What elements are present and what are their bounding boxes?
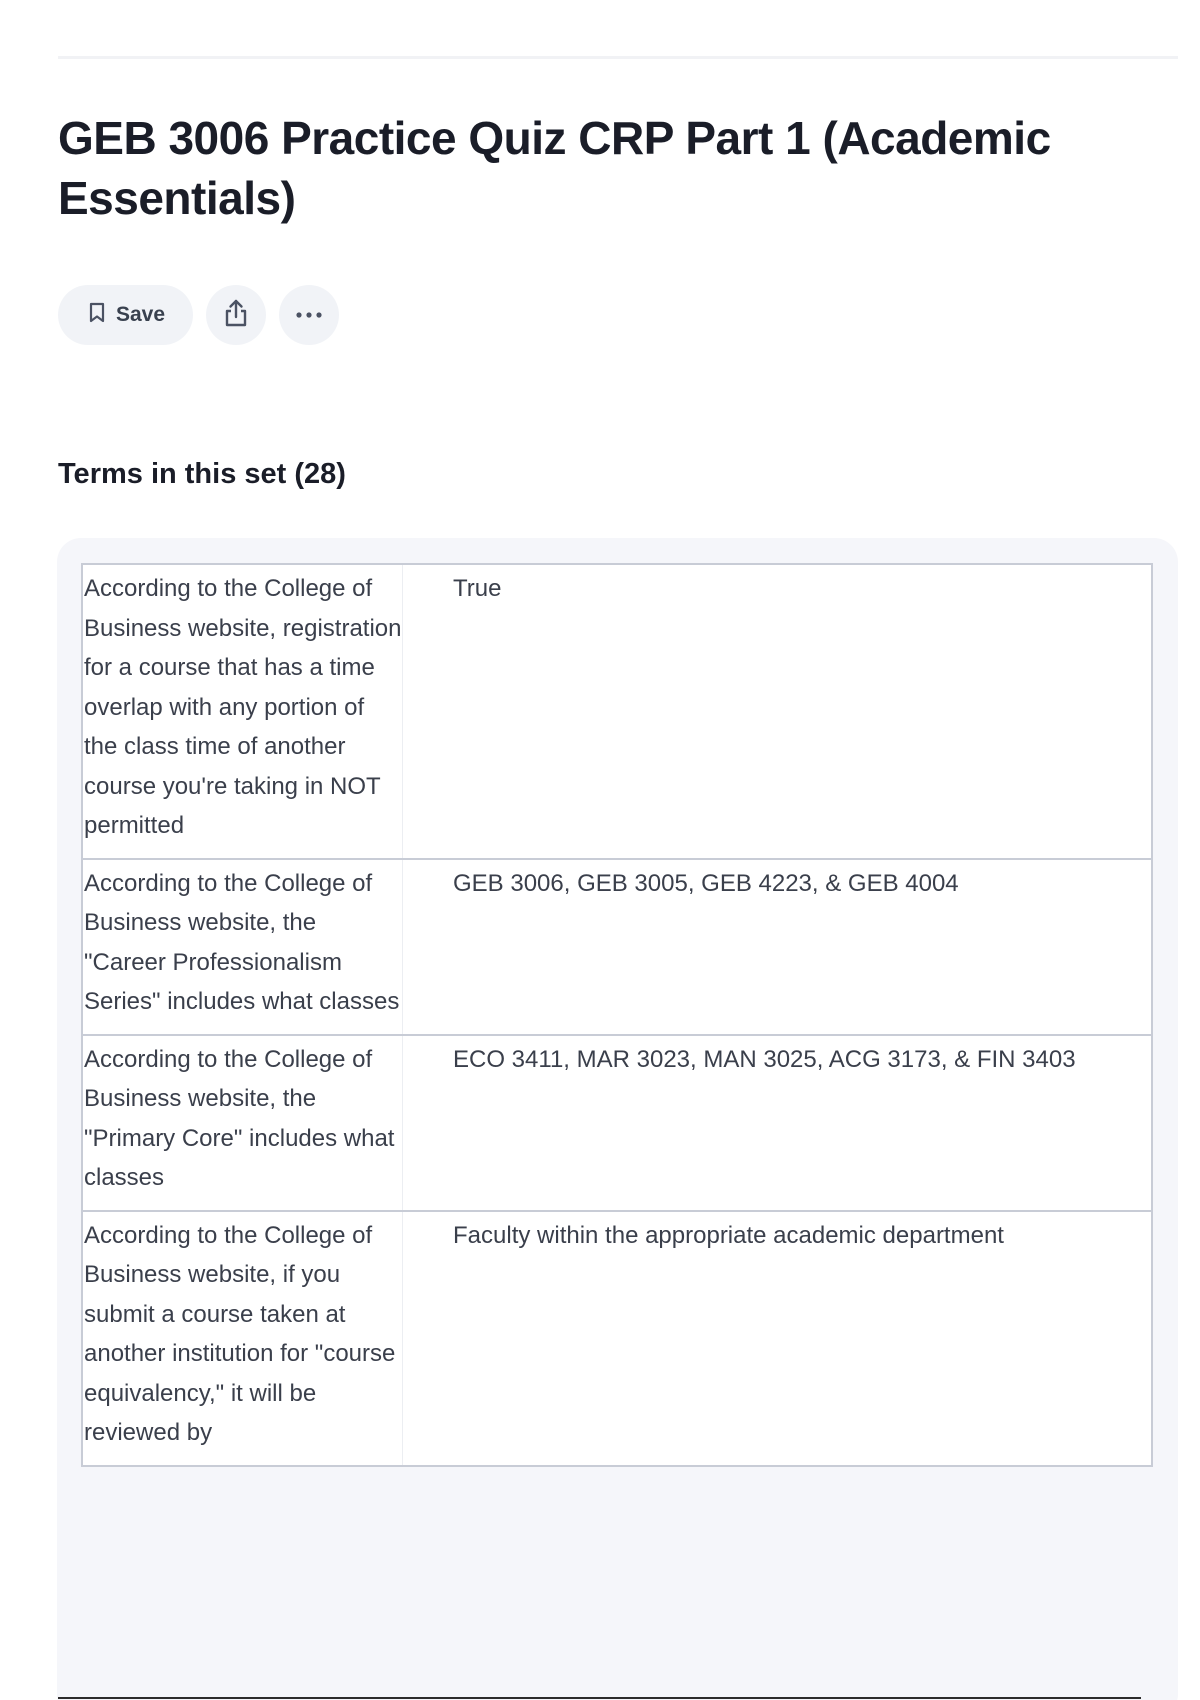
top-divider xyxy=(58,56,1178,59)
definition-cell: GEB 3006, GEB 3005, GEB 4223, & GEB 4004 xyxy=(403,859,1153,1035)
term-cell: According to the College of Business website, the "Career Professionalism Series" includes what classes xyxy=(82,859,403,1035)
table-row xyxy=(82,564,1152,859)
term-cell: According to the College of Business website, if you submit a course taken at another institution for "course equivalency," it will be reviewed by xyxy=(82,1211,403,1466)
bookmark-icon xyxy=(88,302,106,329)
definition-cell: ECO 3411, MAR 3023, MAN 3025, ACG 3173, & FIN 3403 xyxy=(403,1035,1153,1211)
save-button[interactable] xyxy=(58,285,193,345)
table-row xyxy=(82,1035,1152,1211)
more-horizontal-icon xyxy=(294,306,324,324)
terms-table xyxy=(81,563,1153,1467)
term-cell: According to the College of Business website, the "Primary Core" includes what classes xyxy=(82,1035,403,1211)
share-icon xyxy=(222,298,250,333)
bottom-divider xyxy=(58,1697,1141,1699)
table-row xyxy=(82,859,1152,1035)
table-row xyxy=(82,1211,1152,1466)
share-button[interactable] xyxy=(206,285,266,345)
definition-cell: Faculty within the appropriate academic department xyxy=(403,1211,1153,1466)
action-bar xyxy=(58,285,339,345)
save-label: Save xyxy=(116,303,166,326)
page-title: GEB 3006 Practice Quiz CRP Part 1 (Academic Essentials) xyxy=(58,112,1051,224)
terms-heading: Terms in this set (28) xyxy=(58,458,346,490)
definition-cell: True xyxy=(403,564,1153,859)
more-options-button[interactable] xyxy=(279,285,339,345)
term-cell: According to the College of Business website, registration for a course that has a time overlap with any portion of the class time of another course you're taking in NOT permitted xyxy=(82,564,403,859)
